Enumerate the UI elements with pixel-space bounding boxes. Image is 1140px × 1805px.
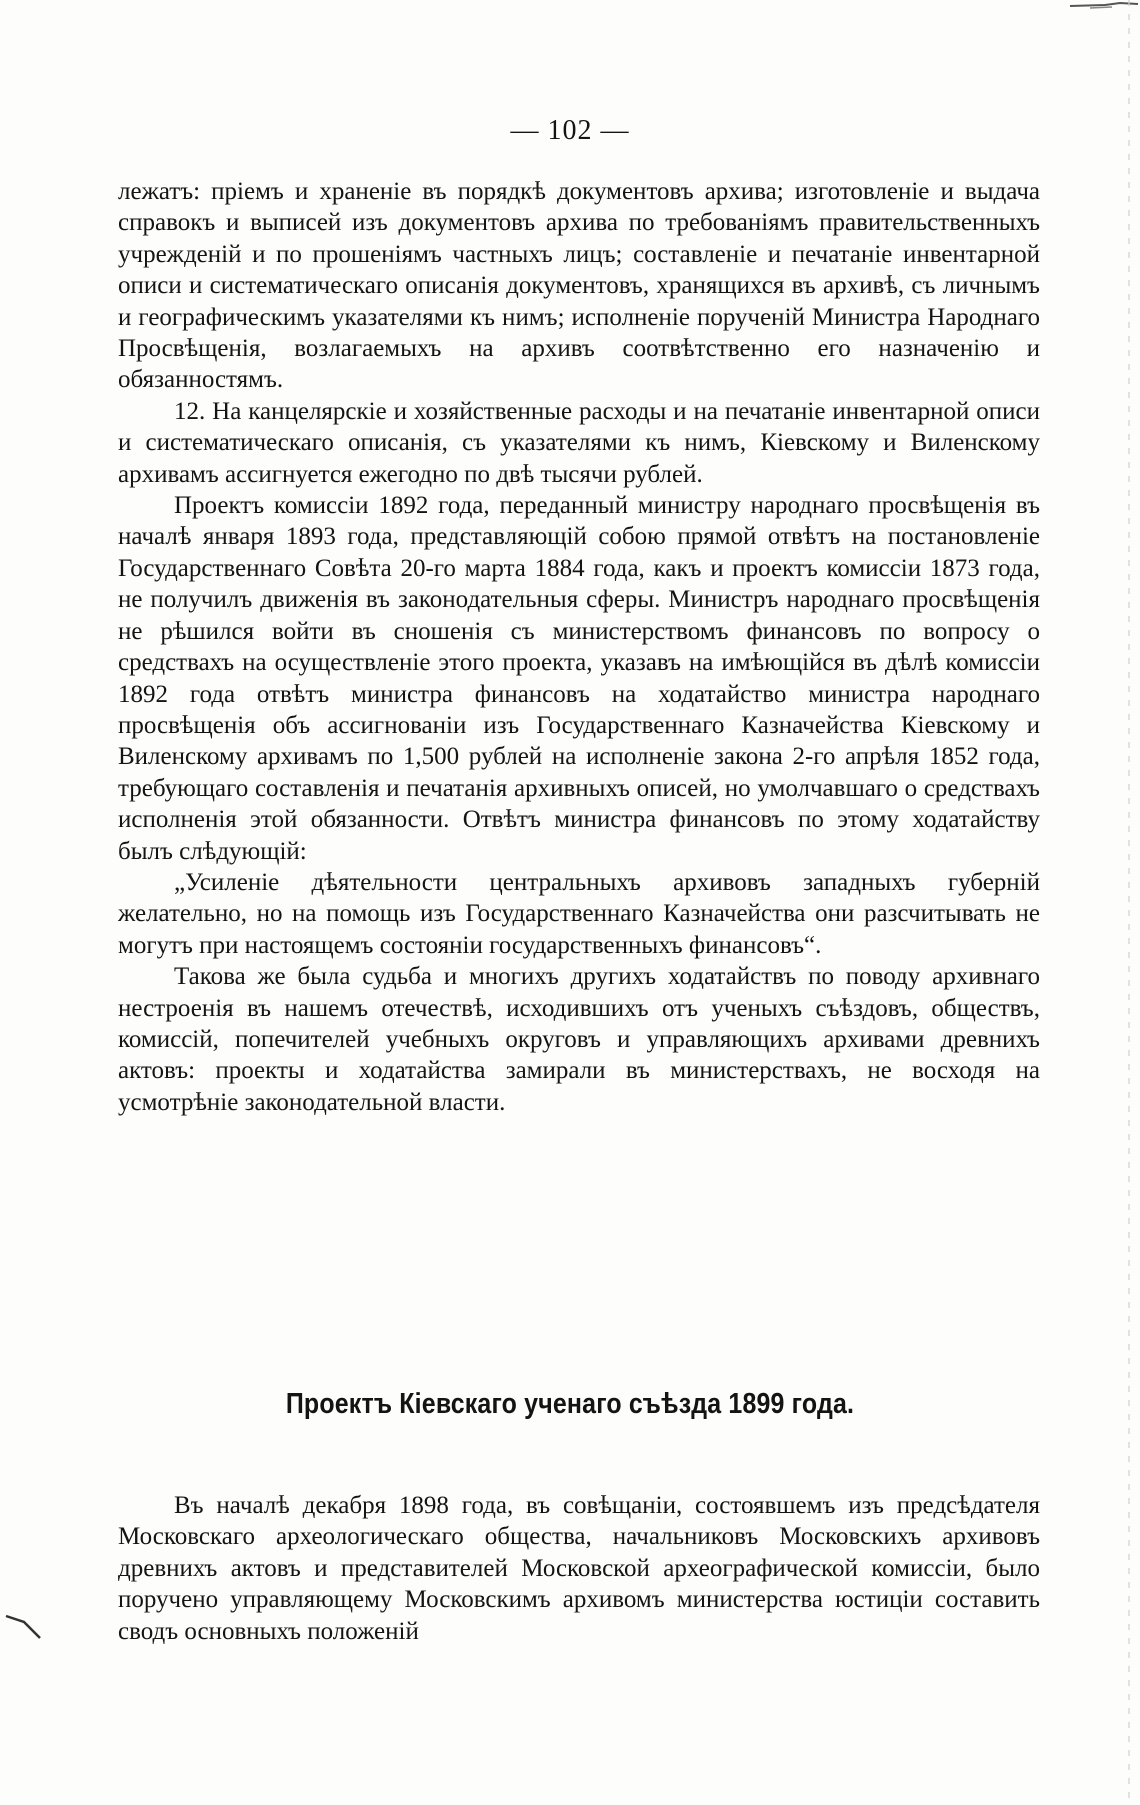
body-text <box>118 176 1040 1118</box>
scan-edge-shadow <box>1128 0 1130 1805</box>
section-heading: Проектъ Кіевскаго ученаго съѣзда 1899 года. <box>285 1388 855 1420</box>
section-body-text <box>118 1490 1040 1647</box>
paragraph: Въ началѣ декабря 1898 года, въ совѣщаніи, состоявшемъ изъ предсѣдателя Московскаго археологическаго общества, начальниковъ Московскихъ архивовъ древнихъ актовъ и представителей Московской археографической комиссіи, было поручено управляющему Московскимъ архивомъ министерства юстиціи составить сводъ основныхъ положеній <box>118 1492 1040 1645</box>
paragraph: Такова же была судьба и многихъ другихъ ходатайствъ по поводу архивнаго нестроенія въ нашемъ отечествѣ, исходившихъ отъ ученыхъ съѣздовъ, обществъ, комиссій, попечителей учебныхъ округовъ и управляющихъ архивами древнихъ актовъ: проекты и ходатайства замирали въ министерствахъ, не восходя на усмотрѣніе законодательной власти. <box>118 963 1040 1116</box>
scan-smudge-mark <box>1050 0 1140 14</box>
scan-corner-mark <box>4 1612 44 1642</box>
paragraph: лежатъ: пріемъ и храненіе въ порядкѣ документовъ архива; изготовленіе и выдача справокъ и выписей изъ документовъ архива по требованіямъ правительственныхъ учрежденій и по прошеніямъ частныхъ лицъ; составленіе и печатаніе инвентарной описи и систематическаго описанія документовъ, хранящихся въ архивѣ, съ личнымъ и географическимъ указателями къ нимъ; исполненіе порученій Министра Народнаго Просвѣщенія, возлагаемыхъ на архивъ соотвѣтственно его назначенію и обязанностямъ. <box>118 178 1040 394</box>
paragraph: 12. На канцелярскіе и хозяйственные расходы и на печатаніе инвентарной описи и систематическаго описанія, съ указателями къ нимъ, Кіевскому и Виленскому архивамъ ассигнуется ежегодно по двѣ тысячи рублей. <box>118 397 1040 488</box>
page-number: — 102 — <box>510 115 630 146</box>
quotation-paragraph: „Усиленіе дѣятельности центральныхъ архивовъ западныхъ губерній желательно, но на помощь изъ Государственнаго Казначейства они разсчитывать не могутъ при настоящемъ состояніи государственныхъ финансовъ“. <box>118 868 1040 959</box>
paragraph: Проектъ комиссіи 1892 года, переданный министру народнаго просвѣщенія въ началѣ января 1893 года, представляющій собою прямой отвѣтъ на постановленіе Государственнаго Совѣта 20-го марта 1884 года, какъ и проектъ комиссіи 1873 года, не получилъ движенія въ законодательныя сферы. Министръ народнаго просвѣщенія не рѣшился войти въ сношенія съ министерствомъ финансовъ по вопросу о средствахъ на осуществленіе этого проекта, указавъ на имѣющійся въ дѣлѣ комиссіи 1892 года отвѣтъ министра финансовъ на ходатайство министра народнаго просвѣщенія объ ассигнованіи изъ Государственнаго Казначейства Кіевскому и Виленскому архивамъ по 1,500 рублей на исполненіе закона 2-го апрѣля 1852 года, требующаго составленія и печатанія архивныхъ описей, но умолчавшаго о средствахъ исполненія этой обязанности. Отвѣтъ министра финансовъ по этому ходатайству былъ слѣдующій: <box>118 492 1040 865</box>
